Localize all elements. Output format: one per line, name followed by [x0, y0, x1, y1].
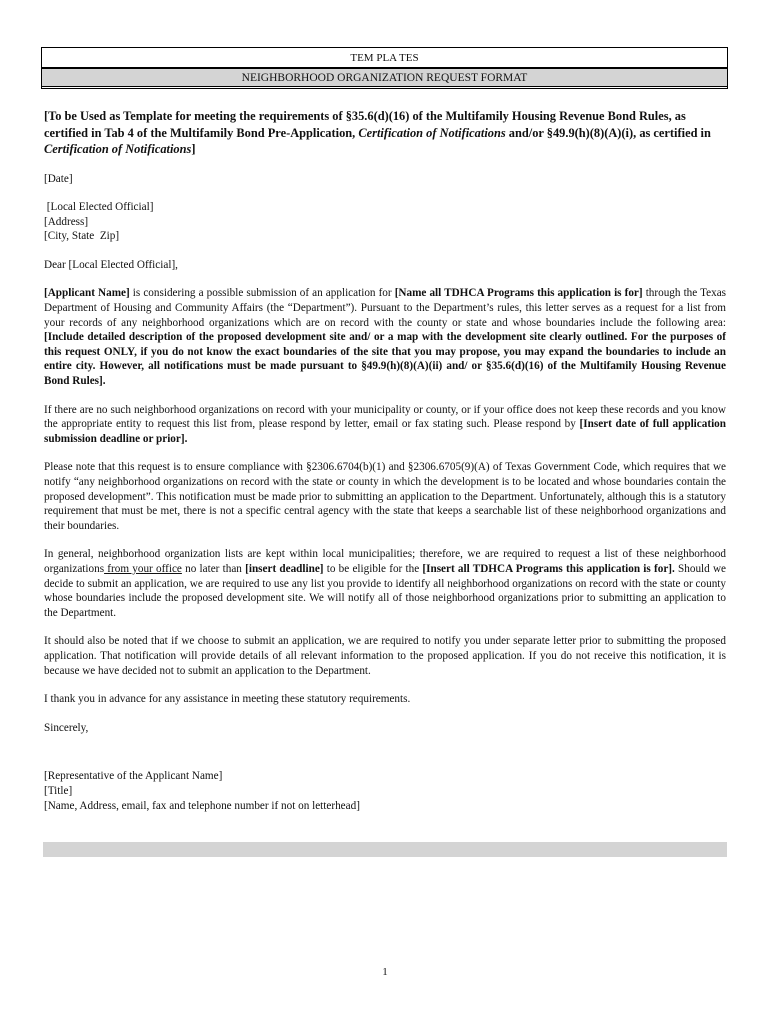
letter-body	[44, 108, 726, 827]
signature-title: [Title]	[44, 784, 73, 797]
recipient-street: [Address]	[44, 215, 89, 228]
template-instructions: [To be Used as Template for meeting the requirements of §35.6(d)(16) of the Multifamily Housing Revenue Bond Rules, as certified in Tab 4 of the Multifamily Bond Pre-Application, Certification of Notifications and/or §49.9(h)(8)(A)(i), as certified in Certification of Notifications]	[44, 109, 711, 156]
paragraph-notification: It should also be noted that if we choose to submit an application, we are required to notify you under separate letter prior to submitting the proposed application. That notification will provide details of all relevant information to the proposed application. If you do not receive this notification, it is because we have decided not to submit an application to the Department.	[44, 635, 726, 677]
salutation: Dear [Local Elected Official],	[44, 258, 178, 271]
footer-divider-bar	[43, 842, 727, 857]
page-number: 1	[382, 966, 388, 978]
recipient-address	[44, 200, 726, 244]
paragraph-compliance: Please note that this request is to ensure compliance with §2306.6704(b)(1) and §2306.6705(9)(A) of Texas Government Code, which requires that we notify “any neighborhood organizations on record with the state or county in which the development is to be located and whose boundaries contain the proposed development”. This notification must be made prior to submitting an application to the Department. Unfortunately, although this is a statutory requirement that must be met, there is not a specific central agency with the state that keeps a searchable list of these neighborhood organizations and their boundaries.	[44, 461, 726, 532]
signature-name: [Representative of the Applicant Name]	[44, 770, 223, 783]
signature-contact: [Name, Address, email, fax and telephone number if not on letterhead]	[44, 799, 360, 812]
recipient-name: [Local Elected Official]	[44, 201, 154, 214]
paragraph-thanks: I thank you in advance for any assistance in meeting these statutory requirements.	[44, 693, 411, 706]
paragraph-no-organizations: If there are no such neighborhood organizations on record with your municipality or county, or if your office does not keep these records and you know the appropriate entity to request this list from, please respond by letter, email or fax stating such. Please respond by [Insert date of full application submission deadline or prior].	[44, 403, 726, 445]
paragraph-deadline: In general, neighborhood organization lists are kept within local municipalities; therefore, we are required to request a list of these neighborhood organizations from your office no later than [insert deadline] to be eligible for the [Insert all TDHCA Programs this application is for]. Should we decide to submit an application, we are required to use any list you provide to identify all neighborhood organizations on record with the state or county whose boundaries include the proposed development site. We will notify all of those neighborhood organizations prior to submitting an application to the Department.	[44, 548, 727, 619]
closing: Sincerely,	[44, 721, 89, 734]
header-label: TEM PLA TES	[42, 48, 727, 68]
signature-block	[44, 769, 726, 813]
date-placeholder: [Date]	[44, 172, 73, 185]
recipient-city: [City, State Zip]	[44, 230, 120, 243]
paragraph-request: [Applicant Name] is considering a possible submission of an application for [Name all TDHCA Programs this application is for] through the Texas Department of Housing and Community Affairs (the “Department”). Pursuant to the Department’s rules, this letter serves as a request for a list from your records of any neighborhood organizations which are on record with the county or state and whose boundaries include the following area: [Include detailed description of the proposed development site and/ or a map with the development site clearly outlined. For the purposes of this request ONLY, if you do not know the exact boundaries of the site that you may propose, you may expand the boundaries to include an entire city. However, all notifications must be made pursuant to §49.9(h)(8)(A)(ii) and/ or §35.6(d)(16) of the Multifamily Housing Revenue Bond Rules].	[44, 287, 727, 388]
document-title: NEIGHBORHOOD ORGANIZATION REQUEST FORMAT	[41, 68, 728, 87]
template-header	[41, 47, 728, 89]
